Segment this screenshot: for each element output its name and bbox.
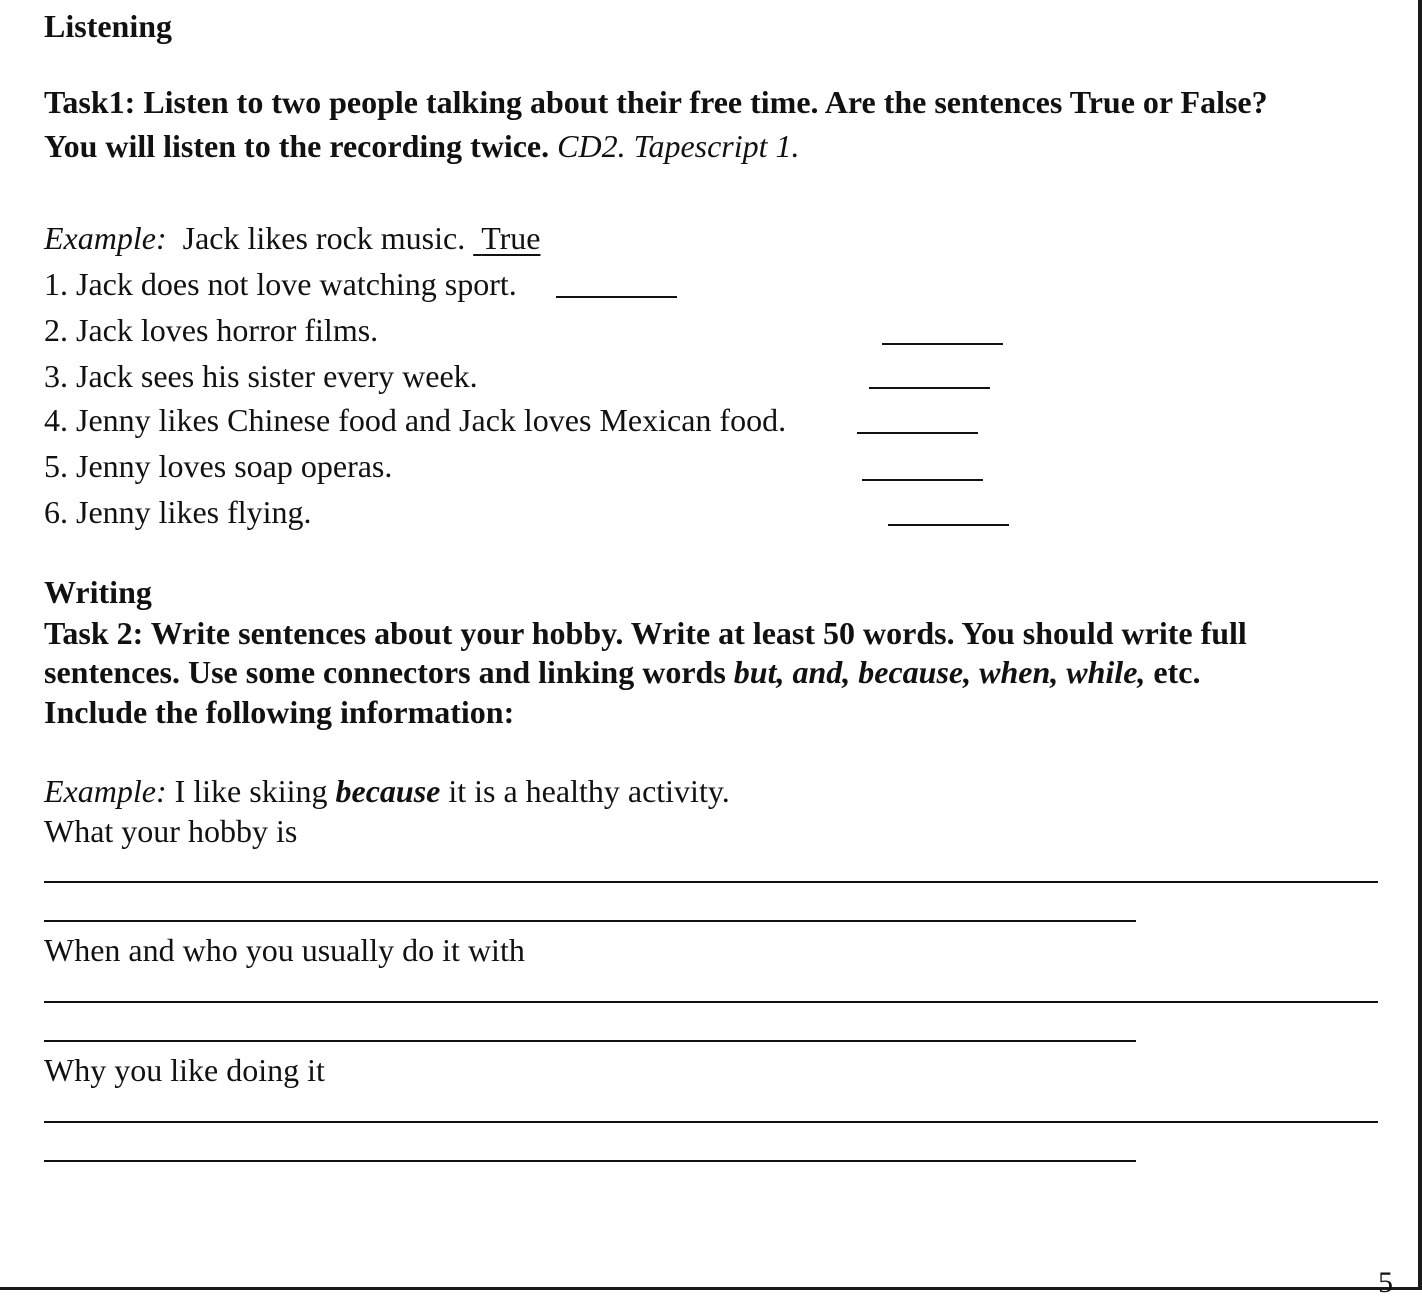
answer-line-why-1[interactable] xyxy=(44,1121,1378,1123)
example-sentence: Jack likes rock music. xyxy=(182,220,466,256)
listening-example xyxy=(44,218,540,258)
task2-instruction-line2: sentences. Use some connectors and linking words but, and, because, when, while, etc. xyxy=(44,654,1201,690)
answer-line-when-2[interactable] xyxy=(44,1040,1136,1042)
writing-heading: Writing xyxy=(44,574,152,610)
answer-blank-4[interactable] xyxy=(857,432,978,434)
writing-example-label: Example: xyxy=(44,773,167,809)
page-number: 5 xyxy=(1378,1266,1393,1299)
example-label: Example: xyxy=(44,220,167,256)
task1-tapescript: CD2. Tapescript 1. xyxy=(557,128,800,164)
writing-example: Example: I like skiing because it is a healthy activity. xyxy=(44,773,730,809)
example-answer: True xyxy=(481,220,541,256)
linking-words: but, and, because, when, while, xyxy=(733,654,1146,690)
task1-instruction-line1: Task1: Listen to two people talking about their free time. Are the sentences True or False? xyxy=(44,84,1268,120)
answer-line-hobby-1[interactable] xyxy=(44,881,1378,883)
listening-heading: Listening xyxy=(44,8,173,44)
page-edge xyxy=(1418,0,1422,1290)
example-keyword: because xyxy=(335,773,441,809)
statement-6: 6. Jenny likes flying. xyxy=(44,494,312,530)
answer-blank-1[interactable] xyxy=(556,296,677,298)
statement-4: 4. Jenny likes Chinese food and Jack loves Mexican food. xyxy=(44,402,787,438)
answer-blank-3[interactable] xyxy=(869,387,990,389)
statement-2: 2. Jack loves horror films. xyxy=(44,312,379,348)
prompt-hobby: What your hobby is xyxy=(44,813,298,849)
task2-instruction-line3: Include the following information: xyxy=(44,694,515,730)
answer-blank-2[interactable] xyxy=(882,343,1003,345)
answer-blank-6[interactable] xyxy=(888,524,1009,526)
statement-5: 5. Jenny loves soap operas. xyxy=(44,448,393,484)
statement-3: 3. Jack sees his sister every week. xyxy=(44,358,478,394)
task2-instruction-line1: Task 2: Write sentences about your hobby. Write at least 50 words. You should write full xyxy=(44,615,1247,651)
task1-instruction-line2 xyxy=(44,126,800,166)
task1-recording-note: You will listen to the recording twice. xyxy=(44,128,550,164)
answer-line-why-2[interactable] xyxy=(44,1160,1136,1162)
answer-line-when-1[interactable] xyxy=(44,1001,1378,1003)
prompt-when-who: When and who you usually do it with xyxy=(44,932,525,968)
answer-blank-5[interactable] xyxy=(862,479,983,481)
answer-line-hobby-2[interactable] xyxy=(44,920,1136,922)
statement-1: 1. Jack does not love watching sport. xyxy=(44,266,517,302)
prompt-why: Why you like doing it xyxy=(44,1052,325,1088)
